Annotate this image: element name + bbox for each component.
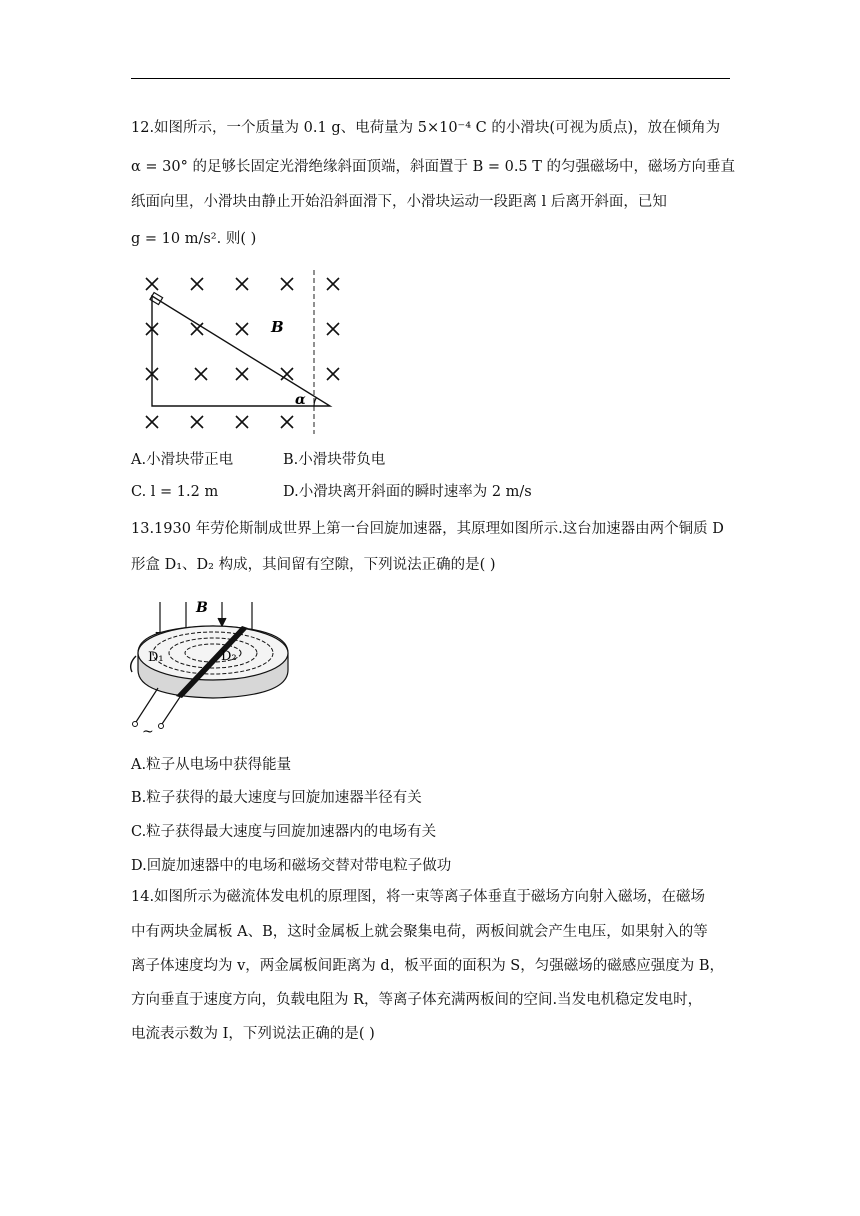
field-mark — [191, 278, 203, 290]
q12-text-line4: g = 10 m/s². 则( ) — [131, 231, 257, 247]
q14-text-line4: 方向垂直于速度方向，负载电阻为 R，等离子体充满两板间的空间.当发电机稳定发电时， — [131, 992, 703, 1008]
field-mark — [327, 278, 339, 290]
field-mark — [191, 416, 203, 428]
field-mark — [327, 323, 339, 335]
q14-text-line2: 中有两块金属板 A、B，这时金属板上就会聚集电荷，两板间就会产生电压，如果射入的等 — [131, 924, 708, 940]
q13-cyclotron-figure — [118, 598, 298, 738]
field-mark — [236, 368, 248, 380]
ac-source-label: ~ — [142, 724, 154, 738]
angle-label: α — [295, 392, 306, 408]
header-rule — [131, 78, 730, 79]
field-mark — [195, 368, 207, 380]
q12-text-line2: α = 30° 的足够长固定光滑绝缘斜面顶端，斜面置于 B = 0.5 T 的匀强磁场中，磁场方向垂直 — [131, 159, 736, 175]
q12-text-line1: 12.如图所示，一个质量为 0.1 g、电荷量为 5×10⁻⁴ C 的小滑块(可视为质点)，放在倾角为 — [131, 120, 721, 136]
field-arrow — [218, 602, 226, 626]
q13-option-a: A.粒子从电场中获得能量 — [131, 757, 292, 773]
d2-label: D₂ — [221, 649, 237, 664]
field-mark — [191, 323, 203, 335]
q12-option-d: D.小滑块离开斜面的瞬时速率为 2 m/s — [283, 484, 532, 500]
q12-option-b: B.小滑块带负电 — [283, 452, 386, 468]
q12-text-line3: 纸面向里，小滑块由静止开始沿斜面滑下，小滑块运动一段距离 l 后离开斜面，已知 — [131, 194, 667, 210]
q13-option-c: C.粒子获得最大速度与回旋加速器内的电场有关 — [131, 824, 437, 840]
q12-incline-figure — [138, 268, 348, 436]
q14-text-line5: 电流表示数为 I，下列说法正确的是( ) — [131, 1026, 375, 1042]
incline-triangle — [152, 296, 330, 406]
q13-option-b: B.粒子获得的最大速度与回旋加速器半径有关 — [131, 790, 422, 806]
field-label: B — [271, 318, 284, 336]
q12-option-a: A.小滑块带正电 — [131, 452, 234, 468]
terminal — [159, 724, 164, 729]
q13-option-d: D.回旋加速器中的电场和磁场交替对带电粒子做功 — [131, 858, 452, 874]
field-mark — [146, 416, 158, 428]
field-mark — [236, 323, 248, 335]
q13-text-line1: 13.1930 年劳伦斯制成世界上第一台回旋加速器，其原理如图所示.这台加速器由两个铜质 D — [131, 521, 724, 537]
field-mark — [327, 368, 339, 380]
terminal — [133, 722, 138, 727]
q13-text-line2: 形盒 D₁、D₂ 构成，其间留有空隙，下列说法正确的是( ) — [131, 557, 496, 573]
q12-option-c: C. l = 1.2 m — [131, 484, 219, 500]
q14-text-line1: 14.如图所示为磁流体发电机的原理图，将一束等离子体垂直于磁场方向射入磁场，在磁场 — [131, 889, 706, 905]
field-mark — [281, 278, 293, 290]
field-label: B — [196, 600, 208, 616]
d1-label: D₁ — [148, 650, 164, 665]
field-mark — [236, 278, 248, 290]
field-mark — [281, 368, 293, 380]
field-mark — [146, 278, 158, 290]
q14-text-line3: 离子体速度均为 v，两金属板间距离为 d，板平面的面积为 S，匀强磁场的磁感应强度为 B， — [131, 958, 724, 974]
field-mark — [281, 416, 293, 428]
lead-wire — [162, 694, 182, 724]
field-mark — [236, 416, 248, 428]
lead-wire — [136, 688, 158, 722]
rotation-arrow — [131, 656, 136, 672]
